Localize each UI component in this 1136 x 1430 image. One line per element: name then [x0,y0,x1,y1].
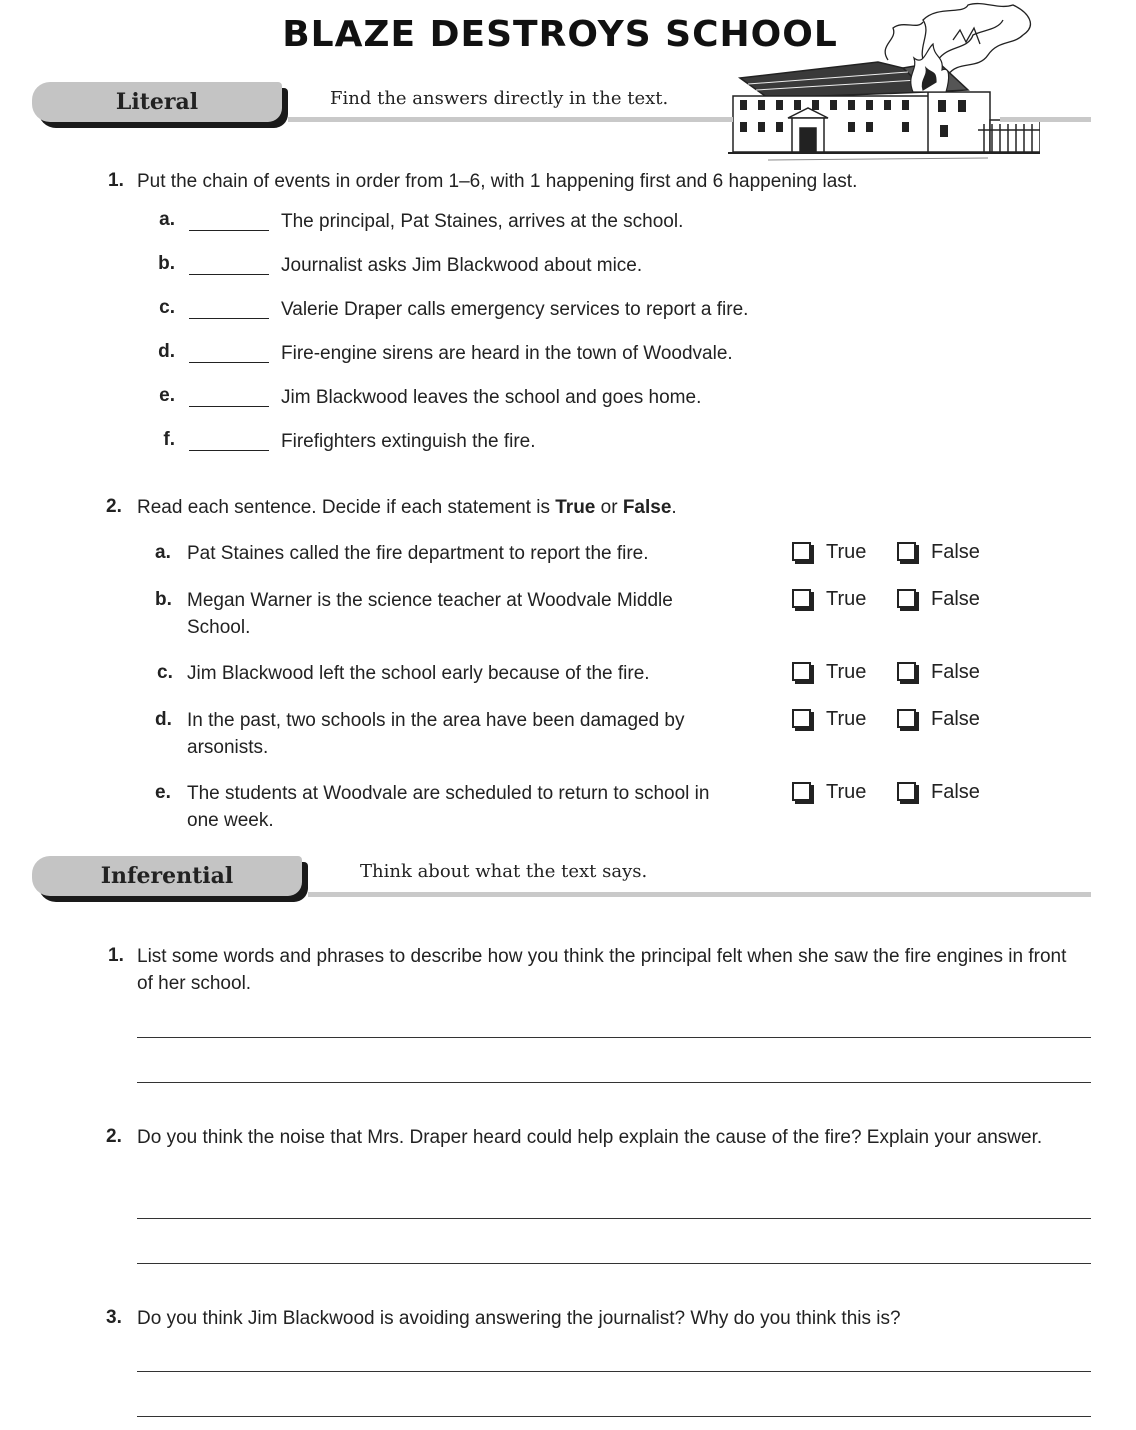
false-label: False [931,541,980,563]
false-checkbox[interactable] [897,782,916,801]
sequence-item-letter: b. [158,253,175,274]
true-label: True [826,708,867,730]
tf-item-text: Pat Staines called the fire department to report the fire. [187,543,649,564]
true-label: True [826,661,867,683]
worksheet-title: BLAZE DESTROYS SCHOOL [282,14,838,55]
true-checkbox[interactable] [792,662,811,681]
answer-line[interactable] [137,1416,1091,1417]
tf-item-text: In the past, two schools in the area have been damaged by arsonists. [187,710,685,758]
answer-line[interactable] [137,1263,1091,1264]
false-label: False [931,661,980,683]
false-label: False [931,781,980,803]
tf-item-text: Jim Blackwood left the school early because of the fire. [187,663,650,684]
literal-section-rule-left [288,117,733,122]
sequence-item-letter: e. [159,385,175,406]
true-checkbox[interactable] [792,709,811,728]
sequence-item-text: Journalist asks Jim Blackwood about mice. [281,255,643,276]
false-checkbox[interactable] [897,662,916,681]
false-label: False [931,588,980,610]
sequence-answer-blank[interactable] [189,449,269,451]
literal-section-rule-right [1000,117,1091,122]
false-label: False [931,708,980,730]
sequence-item-text: Fire-engine sirens are heard in the town of Woodvale. [281,343,733,364]
literal-q1-prompt: Put the chain of events in order from 1–6, with 1 happening first and 6 happening last. [137,171,858,192]
tf-item-letter: a. [155,542,171,563]
inferential-q2-number: 2. [106,1126,122,1147]
answer-line[interactable] [137,1037,1091,1038]
sequence-item-text: The principal, Pat Staines, arrives at the school. [281,211,684,232]
sequence-item-text: Jim Blackwood leaves the school and goes home. [281,387,702,408]
true-checkbox[interactable] [792,542,811,561]
inferential-q3-text: Do you think Jim Blackwood is avoiding answering the journalist? Why do you think this is? [137,1308,901,1329]
sequence-item-letter: f. [163,429,175,450]
sequence-answer-blank[interactable] [189,317,269,319]
inferential-instruction: Think about what the text says. [360,861,648,882]
tf-item-letter: d. [155,709,172,730]
tf-item-text: Megan Warner is the science teacher at Woodvale Middle School. [187,590,673,638]
false-checkbox[interactable] [897,542,916,561]
literal-q2-number: 2. [106,496,122,517]
answer-line[interactable] [137,1218,1091,1219]
false-checkbox[interactable] [897,589,916,608]
sequence-item-letter: d. [158,341,175,362]
sequence-item-text: Firefighters extinguish the fire. [281,431,536,452]
inferential-section-rule [308,892,1091,897]
answer-line[interactable] [137,1371,1091,1372]
inferential-section-tab: Inferential [32,856,302,896]
sequence-answer-blank[interactable] [189,361,269,363]
literal-q2-prompt: Read each sentence. Decide if each statement is True or False. [137,497,677,518]
false-checkbox[interactable] [897,709,916,728]
true-checkbox[interactable] [792,782,811,801]
tf-item-letter: e. [155,782,171,803]
sequence-answer-blank[interactable] [189,273,269,275]
tf-item-letter: b. [155,589,172,610]
literal-section-tab: Literal [32,82,282,122]
sequence-answer-blank[interactable] [189,405,269,407]
inferential-q1-number: 1. [108,945,124,966]
true-label: True [826,541,867,563]
true-label: True [826,588,867,610]
literal-instruction: Find the answers directly in the text. [330,88,669,109]
literal-q1-number: 1. [108,170,124,191]
true-checkbox[interactable] [792,589,811,608]
true-label: True [826,781,867,803]
answer-line[interactable] [137,1082,1091,1083]
inferential-q1-text: List some words and phrases to describe how you think the principal felt when she saw the fire engines in front of her school. [137,946,1067,994]
inferential-q3-number: 3. [106,1307,122,1328]
sequence-item-text: Valerie Draper calls emergency services to report a fire. [281,299,749,320]
tf-item-letter: c. [157,662,173,683]
inferential-q2-text: Do you think the noise that Mrs. Draper heard could help explain the cause of the fire? Explain your answer. [137,1127,1043,1148]
tf-item-text: The students at Woodvale are scheduled to return to school in one week. [187,783,710,831]
sequence-answer-blank[interactable] [189,229,269,231]
burning-school-illustration [728,0,1040,162]
sequence-item-letter: c. [159,297,175,318]
sequence-item-letter: a. [159,209,175,230]
